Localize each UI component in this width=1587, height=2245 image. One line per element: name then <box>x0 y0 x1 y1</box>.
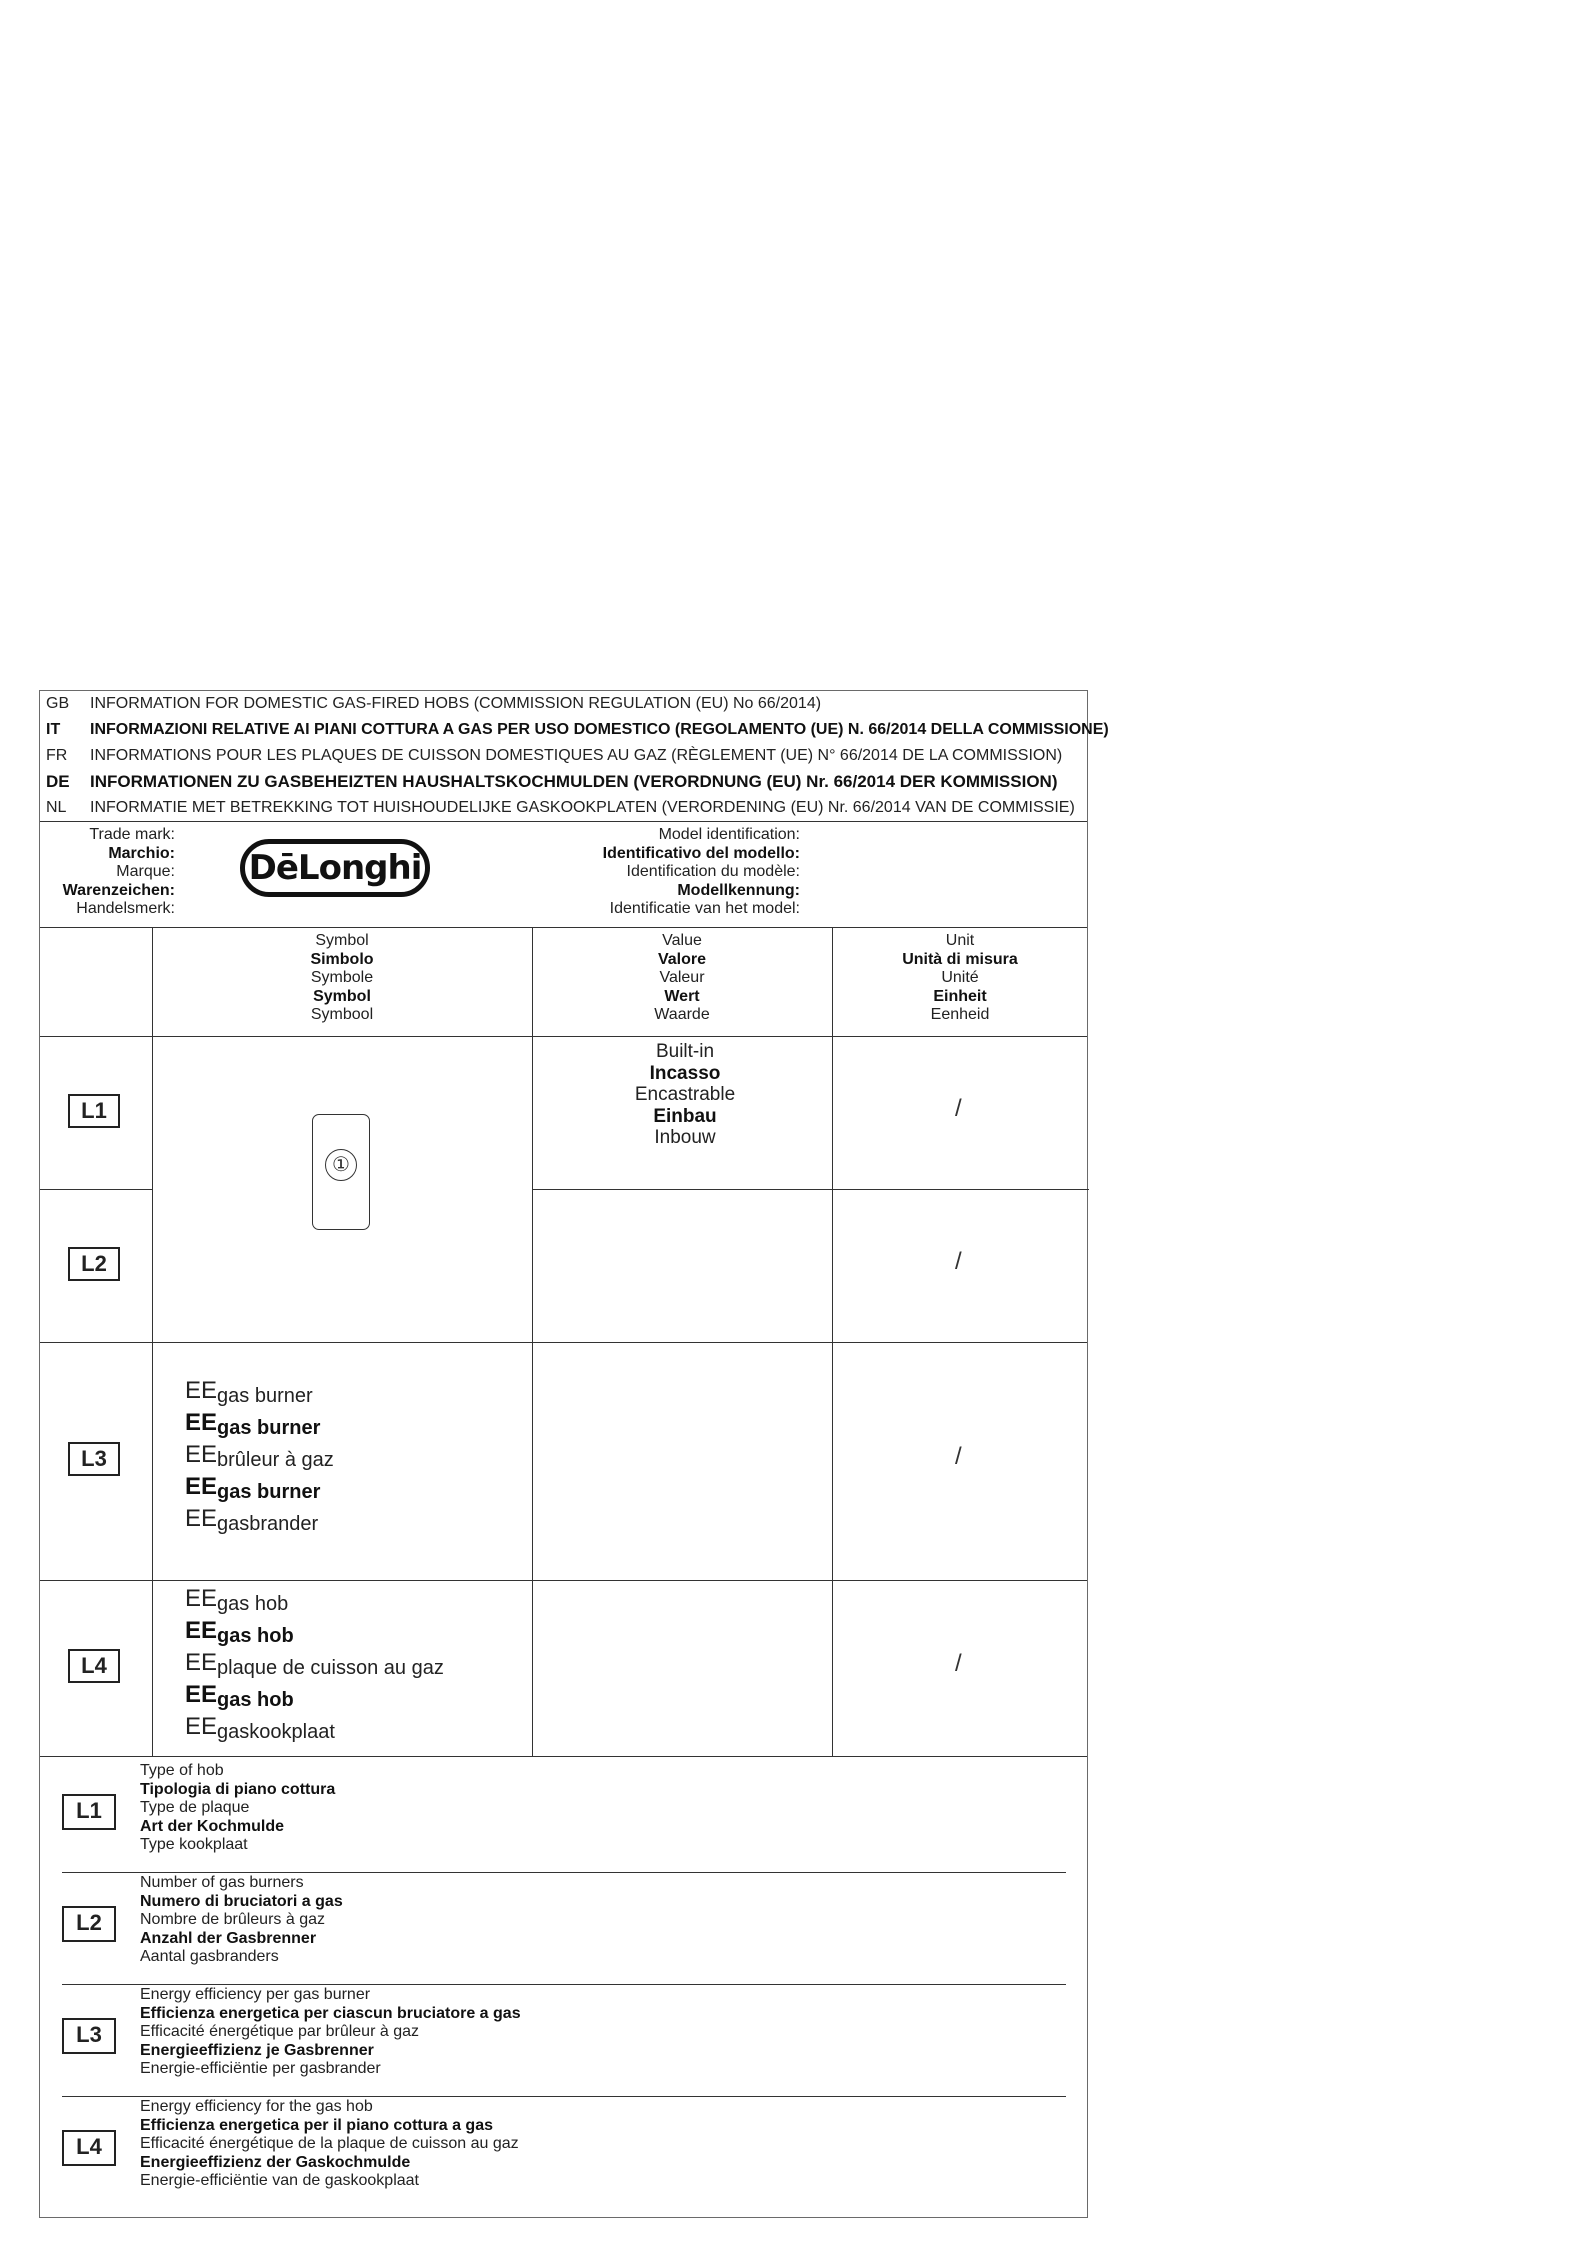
header-text: INFORMATION FOR DOMESTIC GAS-FIRED HOBS (COMMISSION REGULATION (EU) No 66/2014) <box>90 695 822 712</box>
l3-unit: / <box>955 1443 962 1470</box>
legend-line: Number of gas burners <box>140 1874 304 1891</box>
model-label: Identificatie van het model: <box>609 900 800 917</box>
header-row-fr <box>40 743 1087 769</box>
divider <box>40 1342 1087 1343</box>
header-text: INFORMAZIONI RELATIVE AI PIANI COTTURA A GAS PER USO DOMESTICO (REGOLAMENTO (UE) N. 66/2014 DELLA COMMISSIONE) <box>90 721 1109 738</box>
legend-label-l1: L1 <box>62 1794 116 1830</box>
legend-l2-text <box>140 1874 343 1967</box>
divider <box>62 1872 1066 1873</box>
legend-label-l3: L3 <box>62 2018 116 2054</box>
column-header-line: Unit <box>945 932 975 949</box>
legend-line: Tipologia di piano cottura <box>140 1780 336 1798</box>
row-label-l1: L1 <box>68 1094 120 1128</box>
value-line: Einbau <box>653 1105 717 1127</box>
header-row-nl <box>40 795 1087 821</box>
row-label-l3: L3 <box>68 1442 120 1476</box>
legend-line: Energieeffizienz je Gasbrenner <box>140 2041 374 2059</box>
legend-line: Energy efficiency for the gas hob <box>140 2098 373 2115</box>
divider <box>40 1756 1087 1757</box>
language-code: FR <box>46 747 68 764</box>
model-identification-labels <box>500 826 800 919</box>
legend-line: Efficacité énergétique de la plaque de cuisson au gaz <box>140 2135 519 2152</box>
column-header-line: Eenheid <box>930 1006 990 1023</box>
column-header-line: Waarde <box>654 1006 710 1023</box>
legend-l4-text <box>140 2098 519 2191</box>
column-header-line: Symbole <box>310 969 374 986</box>
divider <box>40 1036 1087 1037</box>
value-line: Encastrable <box>634 1084 736 1105</box>
ee-prefix: EE <box>185 1377 218 1404</box>
header-row-gb <box>40 691 1087 717</box>
header-text: INFORMATIE MET BETREKKING TOT HUISHOUDELIJKE GASKOOKPLATEN (VERORDENING (EU) Nr. 66/2014 VAN DE COMMISSIE) <box>90 799 1075 816</box>
column-header-line: Value <box>662 932 702 949</box>
ee-subscript: brûleur à gaz <box>217 1449 334 1471</box>
column-header-unit <box>832 932 1088 1025</box>
ee-prefix: EE <box>185 1505 218 1532</box>
column-header-line: Unité <box>941 969 979 986</box>
column-header-line: Wert <box>664 987 700 1005</box>
divider <box>40 1580 1087 1581</box>
trade-mark-label: Handelsmerk: <box>76 900 175 917</box>
ee-prefix: EE <box>185 1441 218 1468</box>
legend-line: Type of hob <box>140 1762 224 1779</box>
trade-mark-label: Trade mark: <box>89 826 175 843</box>
column-header-value <box>532 932 832 1025</box>
ee-prefix: EE <box>185 1409 218 1436</box>
trade-mark-label: Marque: <box>116 863 175 880</box>
legend-line: Art der Kochmulde <box>140 1817 285 1835</box>
legend-line: Efficienza energetica per ciascun bruciatore a gas <box>140 2004 521 2022</box>
legend-l3-text <box>140 1986 521 2079</box>
legend-line: Efficienza energetica per il piano cottura a gas <box>140 2116 493 2134</box>
legend-label-l4: L4 <box>62 2130 116 2166</box>
header-text: INFORMATIONEN ZU GASBEHEIZTEN HAUSHALTSKOCHMULDEN (VERORDNUNG (EU) Nr. 66/2014 DER KOMMISSION) <box>90 772 1058 791</box>
number-one-circle-icon: ① <box>325 1149 357 1181</box>
column-header-symbol <box>152 932 532 1025</box>
column-header-line: Symbool <box>310 1006 374 1023</box>
header-row-de <box>40 769 1087 795</box>
ee-subscript: gaskookplaat <box>217 1721 335 1743</box>
trade-mark-label: Marchio: <box>108 844 175 862</box>
l1-unit: / <box>955 1095 962 1122</box>
divider <box>62 1984 1066 1985</box>
energy-info-sheet <box>39 690 1109 2218</box>
divider <box>40 1189 152 1190</box>
language-code: DE <box>46 772 70 791</box>
l4-unit: / <box>955 1650 962 1677</box>
column-header-line: Symbol <box>315 932 369 949</box>
ee-subscript: gasbrander <box>217 1513 319 1535</box>
legend-line: Type kookplaat <box>140 1836 248 1853</box>
row-label-l4: L4 <box>68 1649 120 1683</box>
ee-subscript: gas burner <box>217 1481 321 1503</box>
value-line: Incasso <box>649 1062 721 1084</box>
language-code: NL <box>46 799 67 816</box>
ee-prefix: EE <box>185 1649 218 1676</box>
legend-line: Nombre de brûleurs à gaz <box>140 1911 325 1928</box>
column-header-line: Symbol <box>313 987 371 1005</box>
divider <box>532 1189 1089 1190</box>
ee-subscript: gas burner <box>217 1385 313 1407</box>
value-line: Built-in <box>655 1041 715 1062</box>
legend-line: Energie-efficiëntie per gasbrander <box>140 2060 381 2077</box>
model-label: Modellkennung: <box>677 881 800 899</box>
legend-line: Energieeffizienz der Gaskochmulde <box>140 2153 411 2171</box>
trade-mark-label: Warenzeichen: <box>62 881 175 899</box>
language-code: IT <box>46 721 61 738</box>
legend-line: Anzahl der Gasbrenner <box>140 1929 317 1947</box>
hob-type-symbol <box>312 1114 370 1230</box>
legend-line: Energy efficiency per gas burner <box>140 1986 371 2003</box>
legend-label-l2: L2 <box>62 1906 116 1942</box>
ee-prefix: EE <box>185 1681 218 1708</box>
column-header-line: Einheit <box>933 987 987 1005</box>
value-line: Inbouw <box>654 1127 716 1148</box>
legend-line: Aantal gasbranders <box>140 1948 279 1965</box>
l1-value <box>535 1041 835 1149</box>
header-text: INFORMATIONS POUR LES PLAQUES DE CUISSON DOMESTIQUES AU GAZ (RÈGLEMENT (UE) N° 66/2014 DE LA COMMISSION) <box>90 747 1063 764</box>
legend-line: Numero di bruciatori a gas <box>140 1892 343 1910</box>
legend-line: Energie-efficiëntie van de gaskookplaat <box>140 2172 419 2189</box>
ee-symbol <box>185 1503 318 1540</box>
legend-line: Efficacité énergétique par brûleur à gaz <box>140 2023 419 2040</box>
divider <box>40 821 1087 822</box>
ee-subscript: gas hob <box>217 1689 294 1711</box>
ee-subscript: gas hob <box>217 1625 294 1647</box>
ee-prefix: EE <box>185 1473 218 1500</box>
ee-subscript: plaque de cuisson au gaz <box>217 1657 444 1679</box>
column-header-line: Valeur <box>659 969 705 986</box>
column-header-line: Simbolo <box>310 950 374 968</box>
divider <box>62 2096 1066 2097</box>
l2-unit: / <box>955 1248 962 1275</box>
ee-prefix: EE <box>185 1617 218 1644</box>
header-row-it <box>40 717 1109 743</box>
ee-subscript: gas burner <box>217 1417 321 1439</box>
trade-mark-labels <box>40 826 175 919</box>
ee-prefix: EE <box>185 1713 218 1740</box>
ee-subscript: gas hob <box>217 1593 289 1615</box>
divider <box>40 927 1087 928</box>
ee-prefix: EE <box>185 1585 218 1612</box>
legend-line: Type de plaque <box>140 1799 250 1816</box>
column-header-line: Valore <box>657 950 707 968</box>
row-label-l2: L2 <box>68 1247 120 1281</box>
language-code: GB <box>46 695 70 712</box>
legend-l1-text <box>140 1762 335 1855</box>
column-header-line: Unità di misura <box>902 950 1018 968</box>
model-label: Model identification: <box>658 826 800 843</box>
delonghi-logo: DēLonghi <box>240 839 430 897</box>
ee-symbol <box>185 1711 335 1748</box>
model-label: Identification du modèle: <box>626 863 800 880</box>
model-label: Identificativo del modello: <box>602 844 800 862</box>
